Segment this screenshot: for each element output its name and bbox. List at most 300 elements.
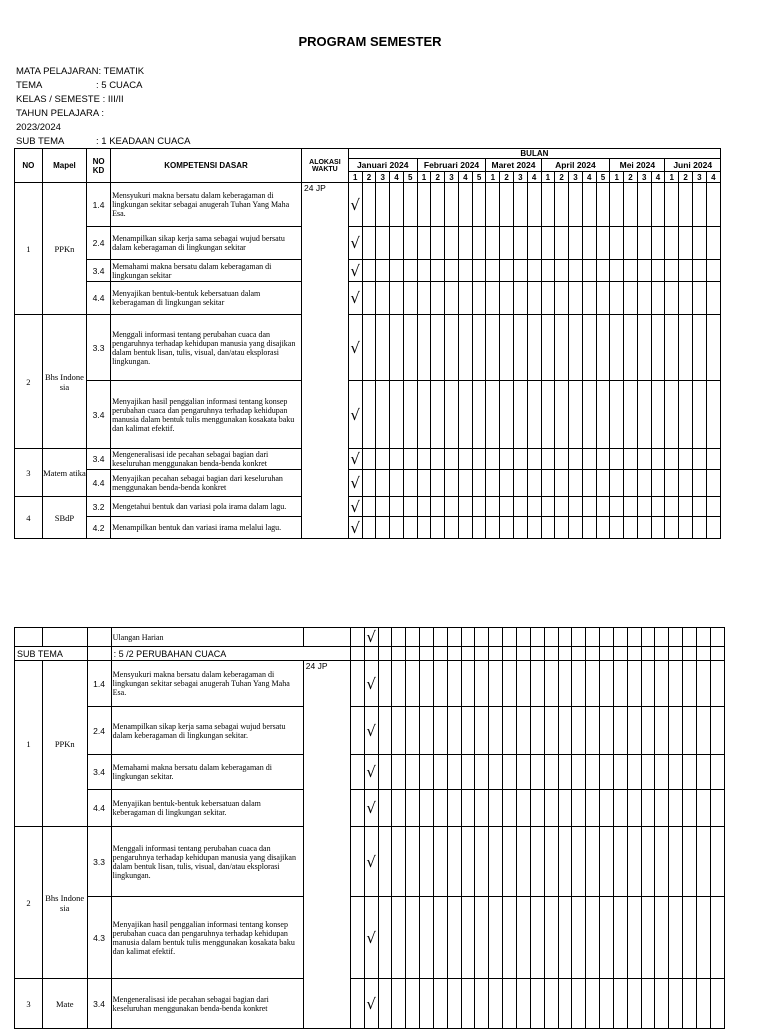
week-cell — [586, 827, 600, 897]
week-cell — [696, 628, 710, 647]
week-cell — [555, 497, 569, 517]
week-cell — [403, 315, 417, 381]
week-cell — [461, 661, 475, 707]
week-cell — [461, 707, 475, 755]
week-cell — [417, 517, 431, 539]
week-cell — [500, 315, 514, 381]
week-cell — [392, 827, 406, 897]
week-cell — [431, 517, 445, 539]
week-cell — [445, 470, 459, 497]
header-week: 2 — [624, 172, 638, 183]
week-cell — [513, 260, 527, 282]
week-cell — [472, 315, 486, 381]
week-cell — [390, 381, 404, 449]
week-cell — [376, 315, 390, 381]
week-cell — [403, 470, 417, 497]
week-cell — [392, 628, 406, 647]
week-cell — [600, 707, 614, 755]
week-cell — [624, 183, 638, 227]
week-cell — [641, 790, 655, 827]
week-cell — [710, 628, 724, 647]
week-cell — [627, 827, 641, 897]
row-kd: 3.4 — [87, 260, 111, 282]
week-cell — [665, 282, 679, 315]
week-cell — [627, 979, 641, 1029]
header-week: 1 — [541, 172, 555, 183]
week-cell — [376, 227, 390, 260]
row-no: 1 — [15, 661, 43, 827]
week-cell — [613, 897, 627, 979]
week-cell — [572, 979, 586, 1029]
meta-mapel: MATA PELAJARAN: TEMATIK — [16, 66, 145, 77]
week-cell — [433, 897, 447, 979]
week-cell — [376, 449, 390, 470]
week-cell — [655, 755, 669, 790]
row-kd: 3.3 — [87, 315, 111, 381]
week-cell — [350, 661, 364, 707]
week-cell — [706, 227, 720, 260]
week-cell — [350, 647, 364, 661]
week-cell — [679, 183, 693, 227]
week-cell — [489, 979, 503, 1029]
week-cell — [541, 497, 555, 517]
week-cell — [475, 707, 489, 755]
week-cell — [392, 755, 406, 790]
alokasi-waktu: 24 JP — [302, 183, 349, 539]
week-cell — [378, 628, 392, 647]
week-cell — [350, 790, 364, 827]
check-mark: √ — [348, 227, 362, 260]
header-week: 4 — [390, 172, 404, 183]
week-cell — [641, 661, 655, 707]
row-kd: 4.2 — [87, 517, 111, 539]
week-cell — [376, 260, 390, 282]
week-cell — [417, 449, 431, 470]
week-cell — [627, 707, 641, 755]
program-table-2 — [14, 627, 725, 1029]
week-cell — [555, 381, 569, 449]
check-mark: √ — [364, 628, 378, 647]
week-cell — [392, 897, 406, 979]
week-cell — [706, 315, 720, 381]
week-cell — [637, 260, 651, 282]
row-kompetensi: Menyajikan bentuk-bentuk kebersatuan dalam keberagaman di lingkungan sekitar. — [111, 790, 303, 827]
week-cell — [555, 282, 569, 315]
week-cell — [475, 647, 489, 661]
week-cell — [641, 979, 655, 1029]
subtema-label: SUB TEMA — [15, 647, 88, 661]
week-cell — [569, 381, 583, 449]
meta-tahun-value: 2023/2024 — [16, 122, 61, 133]
week-cell — [445, 227, 459, 260]
week-cell — [433, 827, 447, 897]
row-no: 3 — [15, 449, 43, 497]
week-cell — [433, 979, 447, 1029]
week-cell — [582, 282, 596, 315]
week-cell — [445, 183, 459, 227]
week-cell — [596, 282, 610, 315]
week-cell — [558, 661, 572, 707]
meta-kelas: KELAS / SEMESTE : III/II — [16, 94, 124, 105]
week-cell — [403, 282, 417, 315]
week-cell — [447, 897, 461, 979]
row-kompetensi: Mensyukuri makna bersatu dalam keberagaman di lingkungan sekitar sebagai anugerah Tuhan Yang Maha Esa. — [111, 183, 302, 227]
week-cell — [706, 183, 720, 227]
header-week: 4 — [651, 172, 665, 183]
week-cell — [582, 381, 596, 449]
week-cell — [641, 647, 655, 661]
row-mapel: Bhs Indone sia — [42, 315, 86, 449]
header-week: 4 — [582, 172, 596, 183]
week-cell — [706, 517, 720, 539]
empty-cell — [87, 647, 111, 661]
week-cell — [431, 227, 445, 260]
week-cell — [569, 315, 583, 381]
week-cell — [569, 517, 583, 539]
week-cell — [433, 628, 447, 647]
week-cell — [596, 449, 610, 470]
week-cell — [461, 827, 475, 897]
week-cell — [486, 449, 500, 470]
week-cell — [572, 647, 586, 661]
empty-cell — [15, 628, 43, 647]
week-cell — [376, 282, 390, 315]
week-cell — [651, 315, 665, 381]
week-cell — [627, 661, 641, 707]
week-cell — [392, 661, 406, 707]
week-cell — [641, 707, 655, 755]
week-cell — [692, 227, 706, 260]
week-cell — [624, 517, 638, 539]
week-cell — [637, 282, 651, 315]
week-cell — [541, 260, 555, 282]
week-cell — [433, 790, 447, 827]
week-cell — [637, 315, 651, 381]
week-cell — [641, 827, 655, 897]
check-mark: √ — [364, 661, 378, 707]
week-cell — [503, 707, 517, 755]
week-cell — [586, 790, 600, 827]
week-cell — [596, 497, 610, 517]
week-cell — [500, 381, 514, 449]
week-cell — [669, 827, 683, 897]
week-cell — [378, 647, 392, 661]
week-cell — [651, 381, 665, 449]
week-cell — [403, 260, 417, 282]
week-cell — [417, 260, 431, 282]
week-cell — [500, 227, 514, 260]
document-meta — [16, 65, 191, 149]
week-cell — [390, 470, 404, 497]
week-cell — [596, 227, 610, 260]
week-cell — [406, 661, 420, 707]
week-cell — [475, 755, 489, 790]
week-cell — [710, 790, 724, 827]
week-cell — [696, 790, 710, 827]
week-cell — [582, 470, 596, 497]
check-mark: √ — [348, 497, 362, 517]
week-cell — [503, 827, 517, 897]
header-nokd: NO KD — [87, 149, 111, 183]
week-cell — [378, 661, 392, 707]
table-row — [15, 449, 721, 470]
header-week: 4 — [706, 172, 720, 183]
week-cell — [692, 260, 706, 282]
week-cell — [513, 315, 527, 381]
week-cell — [569, 227, 583, 260]
week-cell — [350, 827, 364, 897]
week-cell — [679, 497, 693, 517]
row-kompetensi: Menyajikan pecahan sebagai bagian dari keseluruhan menggunakan benda-benda konkret — [111, 470, 302, 497]
week-cell — [665, 449, 679, 470]
header-week: 5 — [472, 172, 486, 183]
week-cell — [637, 517, 651, 539]
week-cell — [376, 183, 390, 227]
week-cell — [665, 381, 679, 449]
week-cell — [447, 755, 461, 790]
week-cell — [362, 449, 376, 470]
week-cell — [530, 647, 544, 661]
week-cell — [513, 381, 527, 449]
week-cell — [683, 755, 697, 790]
week-cell — [624, 449, 638, 470]
week-cell — [433, 707, 447, 755]
week-cell — [665, 227, 679, 260]
week-cell — [417, 282, 431, 315]
week-cell — [461, 628, 475, 647]
week-cell — [651, 497, 665, 517]
row-kd: 2.4 — [87, 707, 111, 755]
week-cell — [665, 315, 679, 381]
week-cell — [513, 183, 527, 227]
week-cell — [447, 628, 461, 647]
row-mapel: Matem atika — [42, 449, 86, 497]
week-cell — [541, 227, 555, 260]
week-cell — [544, 897, 558, 979]
week-cell — [555, 315, 569, 381]
week-cell — [696, 979, 710, 1029]
week-cell — [610, 517, 624, 539]
week-cell — [596, 381, 610, 449]
week-cell — [558, 827, 572, 897]
empty-cell — [303, 628, 350, 647]
week-cell — [420, 827, 434, 897]
week-cell — [390, 315, 404, 381]
week-cell — [530, 827, 544, 897]
table-row — [15, 790, 725, 827]
week-cell — [431, 260, 445, 282]
week-cell — [472, 282, 486, 315]
week-cell — [527, 497, 541, 517]
week-cell — [569, 282, 583, 315]
week-cell — [403, 497, 417, 517]
table-row — [15, 282, 721, 315]
week-cell — [641, 897, 655, 979]
week-cell — [350, 979, 364, 1029]
week-cell — [613, 790, 627, 827]
week-cell — [596, 470, 610, 497]
week-cell — [692, 470, 706, 497]
week-cell — [627, 790, 641, 827]
row-mapel: SBdP — [42, 497, 86, 539]
week-cell — [447, 790, 461, 827]
week-cell — [624, 470, 638, 497]
week-cell — [651, 449, 665, 470]
week-cell — [376, 517, 390, 539]
week-cell — [637, 497, 651, 517]
week-cell — [458, 497, 472, 517]
week-cell — [486, 227, 500, 260]
week-cell — [516, 827, 530, 897]
week-cell — [420, 628, 434, 647]
check-mark: √ — [348, 282, 362, 315]
week-cell — [669, 647, 683, 661]
check-mark: √ — [348, 449, 362, 470]
week-cell — [475, 661, 489, 707]
week-cell — [679, 282, 693, 315]
week-cell — [403, 381, 417, 449]
week-cell — [390, 517, 404, 539]
week-cell — [458, 381, 472, 449]
week-cell — [503, 647, 517, 661]
week-cell — [447, 647, 461, 661]
week-cell — [516, 661, 530, 707]
week-cell — [447, 707, 461, 755]
row-mapel: PPKn — [42, 183, 86, 315]
week-cell — [417, 470, 431, 497]
week-cell — [392, 790, 406, 827]
week-cell — [655, 628, 669, 647]
header-week: 3 — [445, 172, 459, 183]
week-cell — [544, 661, 558, 707]
check-mark: √ — [348, 381, 362, 449]
week-cell — [461, 979, 475, 1029]
week-cell — [558, 707, 572, 755]
week-cell — [706, 381, 720, 449]
week-cell — [613, 707, 627, 755]
row-kompetensi: Mengeneralisasi ide pecahan sebagai bagian dari keseluruhan menggunakan benda-benda konkret — [111, 449, 302, 470]
header-month: Maret 2024 — [486, 159, 541, 172]
week-cell — [569, 470, 583, 497]
week-cell — [486, 517, 500, 539]
week-cell — [445, 315, 459, 381]
week-cell — [431, 183, 445, 227]
week-cell — [655, 790, 669, 827]
program-table-1 — [14, 148, 721, 539]
week-cell — [362, 470, 376, 497]
week-cell — [706, 497, 720, 517]
header-week: 2 — [500, 172, 514, 183]
header-week: 4 — [527, 172, 541, 183]
week-cell — [503, 790, 517, 827]
week-cell — [472, 470, 486, 497]
week-cell — [651, 227, 665, 260]
week-cell — [445, 497, 459, 517]
row-kompetensi: Menampilkan sikap kerja sama sebagai wujud bersatu dalam keberagaman di lingkungan sekitar — [111, 227, 302, 260]
week-cell — [513, 497, 527, 517]
week-cell — [683, 790, 697, 827]
week-cell — [527, 517, 541, 539]
week-cell — [610, 449, 624, 470]
week-cell — [586, 897, 600, 979]
check-mark: √ — [364, 755, 378, 790]
week-cell — [489, 661, 503, 707]
week-cell — [706, 282, 720, 315]
week-cell — [516, 647, 530, 661]
week-cell — [679, 517, 693, 539]
week-cell — [624, 497, 638, 517]
week-cell — [516, 628, 530, 647]
row-kompetensi: Menyajikan hasil penggalian informasi tentang konsep perubahan cuaca dan pengaruhnya terhadap kehidupan manusia dalam bentuk tulis menggunakan kosakata baku dan kalimat efektif. — [111, 897, 303, 979]
week-cell — [692, 381, 706, 449]
week-cell — [475, 979, 489, 1029]
empty-cell — [87, 628, 111, 647]
week-cell — [489, 790, 503, 827]
week-cell — [555, 183, 569, 227]
week-cell — [433, 661, 447, 707]
week-cell — [362, 315, 376, 381]
week-cell — [417, 227, 431, 260]
week-cell — [406, 707, 420, 755]
week-cell — [669, 661, 683, 707]
week-cell — [378, 979, 392, 1029]
week-cell — [613, 979, 627, 1029]
row-kompetensi: Menyajikan bentuk-bentuk kebersatuan dalam keberagaman di lingkungan sekitar — [111, 282, 302, 315]
week-cell — [627, 897, 641, 979]
week-cell — [558, 628, 572, 647]
week-cell — [569, 260, 583, 282]
week-cell — [516, 897, 530, 979]
page-title: PROGRAM SEMESTER — [298, 34, 442, 49]
week-cell — [586, 979, 600, 1029]
row-kompetensi: Menampilkan sikap kerja sama sebagai wujud bersatu dalam keberagaman di lingkungan sekitar. — [111, 707, 303, 755]
table-row — [15, 470, 721, 497]
header-week: 2 — [679, 172, 693, 183]
week-cell — [461, 647, 475, 661]
week-cell — [420, 707, 434, 755]
week-cell — [417, 315, 431, 381]
row-kompetensi: Mengeneralisasi ide pecahan sebagai bagian dari keseluruhan menggunakan benda-benda konkret — [111, 979, 303, 1029]
row-kompetensi: Mensyukuri makna bersatu dalam keberagaman di lingkungan sekitar sebagai anugerah Tuhan Yang Maha Esa. — [111, 661, 303, 707]
header-week: 4 — [458, 172, 472, 183]
week-cell — [613, 647, 627, 661]
week-cell — [624, 381, 638, 449]
week-cell — [486, 315, 500, 381]
header-week: 3 — [637, 172, 651, 183]
week-cell — [655, 897, 669, 979]
week-cell — [420, 755, 434, 790]
week-cell — [390, 282, 404, 315]
week-cell — [486, 381, 500, 449]
week-cell — [596, 315, 610, 381]
week-cell — [679, 381, 693, 449]
check-mark: √ — [364, 827, 378, 897]
row-no: 4 — [15, 497, 43, 539]
week-cell — [472, 183, 486, 227]
week-cell — [458, 470, 472, 497]
week-cell — [610, 260, 624, 282]
meta-subtema-label: SUB TEMA — [16, 136, 65, 147]
week-cell — [362, 183, 376, 227]
week-cell — [406, 790, 420, 827]
week-cell — [516, 707, 530, 755]
week-cell — [582, 183, 596, 227]
week-cell — [461, 755, 475, 790]
week-cell — [613, 661, 627, 707]
week-cell — [706, 449, 720, 470]
week-cell — [364, 647, 378, 661]
week-cell — [613, 827, 627, 897]
